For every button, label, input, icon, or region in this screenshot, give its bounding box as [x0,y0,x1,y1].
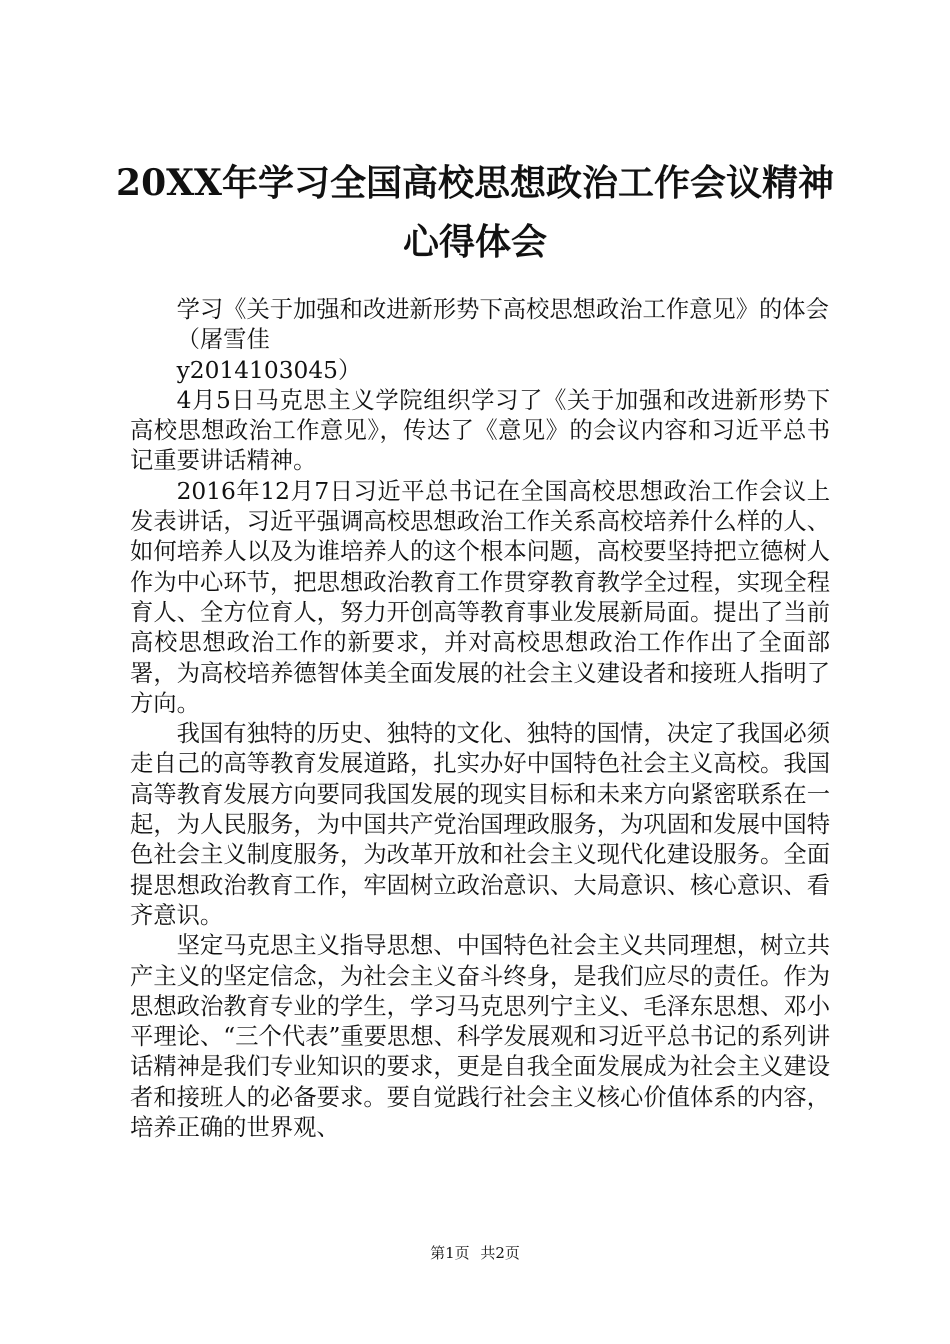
page-footer [0,1243,950,1263]
document-title-line-1: 20XX年学习全国高校思想政治工作会议精神 [116,162,834,204]
document-body [130,295,830,1143]
paragraph-author: （屠雪佳 [176,326,270,354]
paragraph-subtitle: 学习《关于加强和改进新形势下高校思想政治工作意见》的体会 [176,296,829,323]
paragraph: 4月5日马克思主义学院组织学习了《关于加强和改进新形势下高校思想政治工作意见》，传达了《意见》的会议内容和习近平总书记重要讲话精神。 [130,386,830,475]
page-total: 共2页 [480,1244,520,1262]
document-title-line-2: 心得体会 [402,221,547,263]
paragraph: 我国有独特的历史、独特的文化、独特的国情，决定了我国必须走自己的高等教育发展道路，扎实办好中国特色社会主义高校。我国高等教育发展方向要同我国发展的现实目标和未来方向紧密联系在一起，为人民服务，为中国共产党治国理政服务，为巩固和发展中国特色社会主义制度服务，为改革开放和社会主义现代化建设服务。全面提思想政治教育工作，牢固树立政治意识、大局意识、核心意识、看齐意识。 [130,720,830,929]
paragraph-student-id: y2014103045） [176,356,362,384]
paragraph: 坚定马克思主义指导思想、中国特色社会主义共同理想，树立共产主义的坚定信念，为社会主义奋斗终身，是我们应尽的责任。作为思想政治教育专业的学生，学习马克思列宁主义、毛泽东思想、邓小平理论、“三个代表”重要思想、科学发展观和习近平总书记的系列讲话精神是我们专业知识的要求，更是自我全面发展成为社会主义建设者和接班人的必备要求。要自觉践行社会主义核心价值体系的内容，培养正确的世界观、 [130,932,830,1142]
paragraph: 2016年12月7日习近平总书记在全国高校思想政治工作会议上发表讲话，习近平强调高校思想政治工作关系高校培养什么样的人、如何培养人以及为谁培养人的这个根本问题，高校要坚持把立德树人作为中心环节，把思想政治教育工作贯穿教育教学全过程，实现全程育人、全方位育人，努力开创高等教育事业发展新局面。提出了当前高校思想政治工作的新要求，并对高校思想政治工作作出了全面部署，为高校培养德智体美全面发展的社会主义建设者和接班人指明了方向。 [130,477,830,717]
page-number: 第1页 [430,1244,470,1262]
